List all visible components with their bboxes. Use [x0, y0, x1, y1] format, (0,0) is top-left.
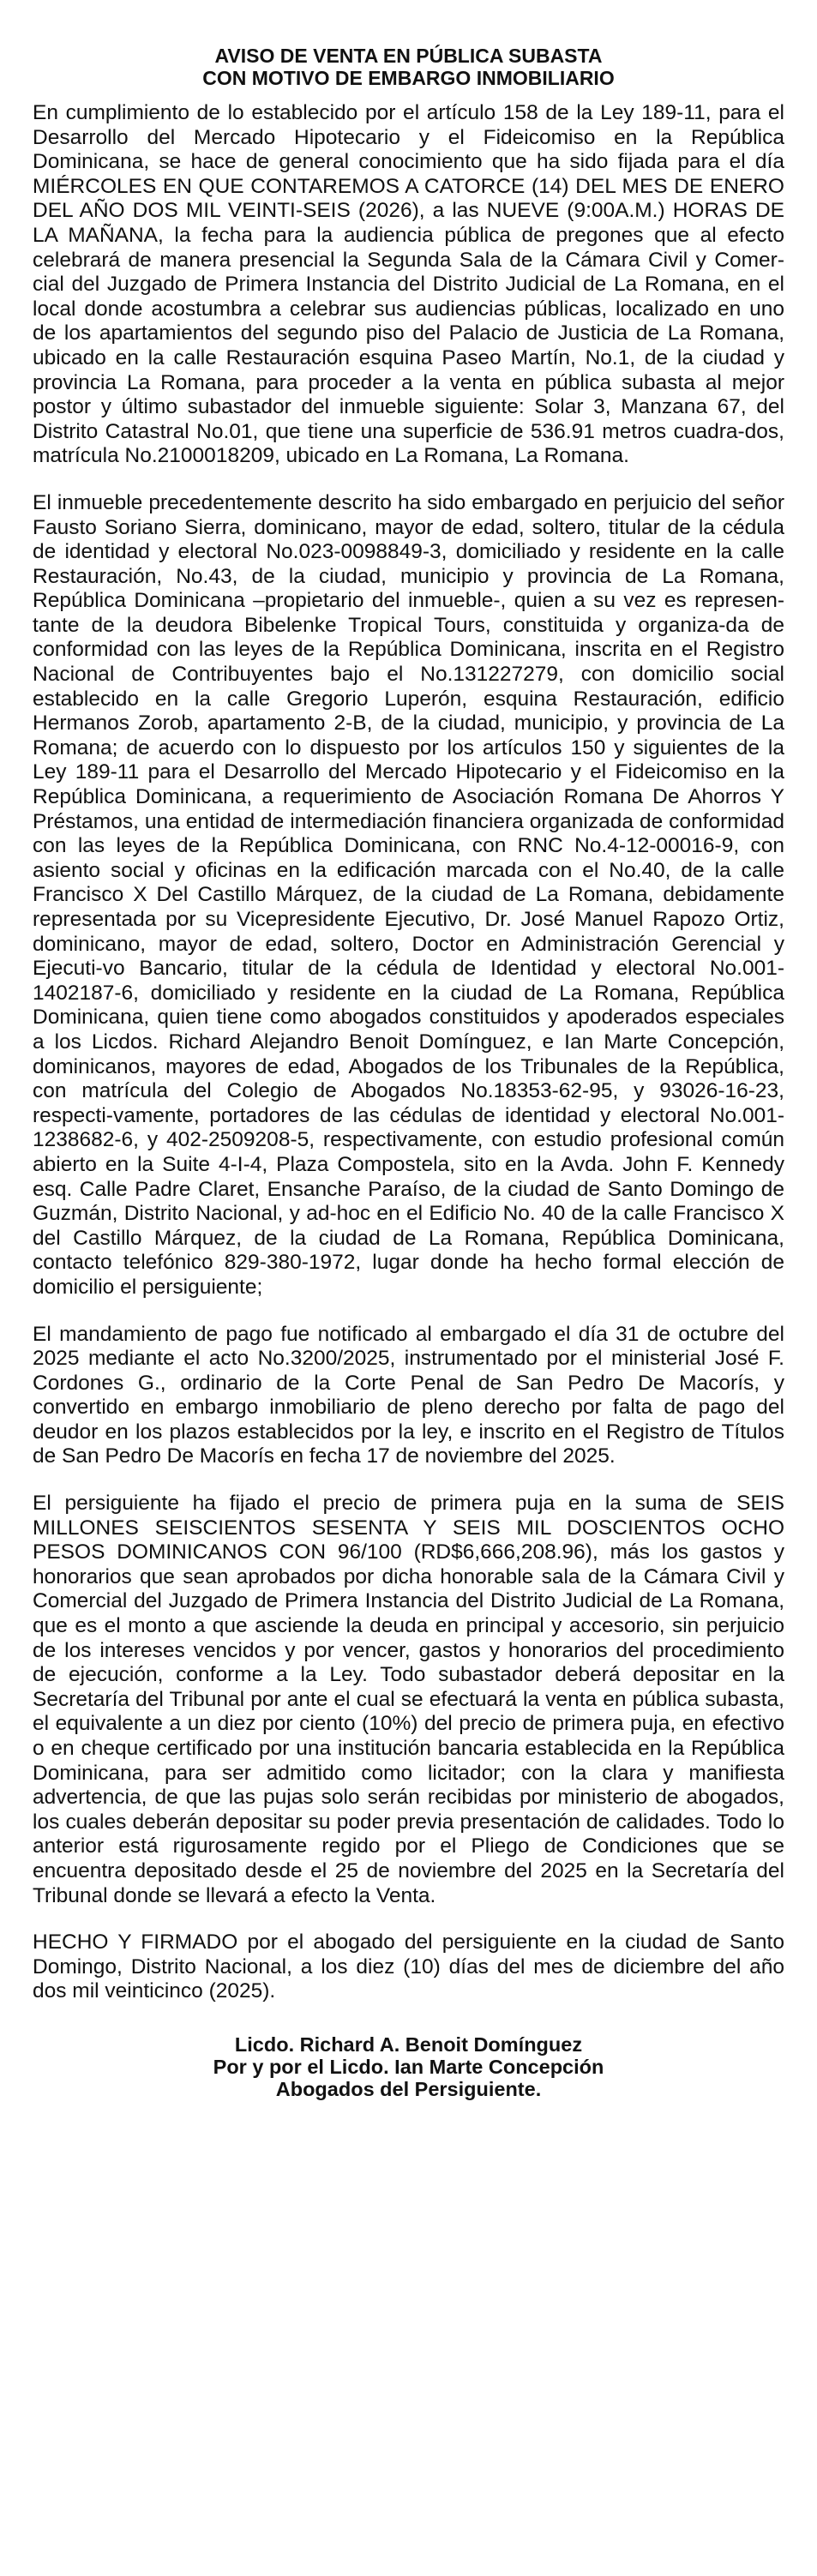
signature-line-3: Abogados del Persiguiente. [275, 2077, 542, 2100]
signature-line-1: Licdo. Richard A. Benoit Domínguez [234, 2033, 583, 2056]
notice-title [33, 45, 784, 89]
paragraph-first-bid-price: El persiguiente ha fijado el precio de primera puja en la suma de SEIS MILLONES SEISCIENTOS SESENTA Y SEIS MIL DOSCIENTOS OCHO PESOS DOMINICANOS CON 96/100 (RD$6,666,208.96), más los gastos y honorarios que sean aprobados por dicha honorable sala de la Cámara Civil y Comercial del Juzgado de Primera Instancia del Distrito Judicial de La Romana, que es el monto a que asciende la deuda en principal y accesorio, sin perjuicio de los intereses vencidos y por vencer, gastos y honorarios del procedimiento de ejecución, conforme a la Ley. Todo subastador deberá depositar en la Secretaría del Tribunal por ante el cual se efectuará la venta en pública subasta, el equivalente a un diez por ciento (10%) del precio de primera puja, en efectivo o en cheque certificado por una institución bancaria establecida en la República Dominicana, para ser admitido como licitador; con la clara y manifiesta advertencia, de que las pujas solo serán recibidas por ministerio de abogados, los cuales deberán depositar su poder previa presentación de calidades. Todo lo anterior está rigurosamente regido por el Pliego de Condiciones que se encuentra depositado desde el 25 de noviembre del 2025 en la Secretaría del Tribunal donde se llevará a efecto la Venta. [33, 1492, 784, 1907]
notice-title-line-1: AVISO DE VENTA EN PÚBLICA SUBASTA [214, 45, 603, 67]
signature-block [33, 2033, 784, 2100]
paragraph-payment-order: El mandamiento de pago fue notificado al embargado el día 31 de octubre del 2025 mediante el acto No.3200/2025, instrumentado por el ministerial José F. Cordones G., ordinario de la Corte Penal de San Pedro De Macorís, y convertido en embargo inmobiliario de pleno derecho por falta de pago del deudor en los plazos establecidos por la ley, e inscrito en el Registro de Títulos de San Pedro De Macorís en fecha 17 de noviembre del 2025. [33, 1322, 784, 1468]
paragraph-auction-date: En cumplimiento de lo establecido por el artículo 158 de la Ley 189-11, para el Desarrollo del Mercado Hipotecario y el Fideicomiso en la República Dominicana, se hace de general conocimiento que ha sido fijada para el día MIÉRCOLES EN QUE CONTAREMOS A CATORCE (14) DEL MES DE ENERO DEL AÑO DOS MIL VEINTI-SEIS (2026), a las NUEVE (9:00A.M.) HORAS DE LA MAÑANA, la fecha para la audiencia pública de pregones que al efecto celebrará de manera presencial la Segunda Sala de la Cámara Civil y Comer-cial del Juzgado de Primera Instancia del Distrito Judicial de La Romana, en el local donde acostumbra a celebrar sus audiencias públicas, localizado en uno de los apartamientos del segundo piso del Palacio de Justicia de La Romana, ubicado en la calle Restauración esquina Paseo Martín, No.1, de la ciudad y provincia La Romana, para proceder a la venta en pública subasta al mejor postor y último subastador del inmueble siguiente: Solar 3, Manzana 67, del Distrito Catastral No.01, que tiene una superficie de 536.91 metros cuadra-dos, matrícula No.2100018209, ubicado en La Romana, La Romana. [33, 101, 784, 468]
signature-line-2: Por y por el Licdo. Ian Marte Concepción [213, 2055, 604, 2078]
notice-title-line-2: CON MOTIVO DE EMBARGO INMOBILIARIO [202, 67, 615, 89]
paragraph-signed-statement: HECHO Y FIRMADO por el abogado del persiguiente en la ciudad de Santo Domingo, Distrito Nacional, a los diez (10) días del mes de diciembre del año dos mil veinticinco (2025). [33, 1930, 784, 2003]
paragraph-property-seizure: El inmueble precedentemente descrito ha sido embargado en perjuicio del señor Fausto Soriano Sierra, dominicano, mayor de edad, soltero, titular de la cédula de identidad y electoral No.023-0098849-3, domiciliado y residente en la calle Restauración, No.43, de la ciudad, municipio y provincia de La Romana, República Dominicana –propietario del inmueble-, quien a su vez es represen-tante de la deudora Bibelenke Tropical Tours, constituida y organiza-da de conformidad con las leyes de la República Dominicana, inscrita en el Registro Nacional de Contribuyentes bajo el No.131227279, con domicilio social establecido en la calle Gregorio Luperón, esquina Restauración, edificio Hermanos Zorob, apartamento 2-B, de la ciudad, municipio, y provincia de La Romana; de acuerdo con lo dispuesto por los artículos 150 y siguientes de la Ley 189-11 para el Desarrollo del Mercado Hipotecario y el Fideicomiso en la República Dominicana, a requerimiento de Asociación Romana De Ahorros Y Préstamos, una entidad de intermediación financiera organizada de conformidad con las leyes de la República Dominicana, con RNC No.4-12-00016-9, con asiento social y oficinas en la edificación marcada con el No.40, de la calle Francisco X Del Castillo Márquez, de la ciudad de La Romana, debidamente representada por su Vicepresidente Ejecutivo, Dr. José Manuel Rapozo Ortiz, dominicano, mayor de edad, soltero, Doctor en Administración Gerencial y Ejecuti-vo Bancario, titular de la cédula de Identidad y electoral No.001-1402187-6, domiciliado y residente en la ciudad de La Romana, República Dominicana, quien tiene como abogados constituidos y apoderados especiales a los Licdos. Richard Alejandro Benoit Domínguez, e Ian Marte Concepción, dominicanos, mayores de edad, Abogados de los Tribunales de la República, con matrícula del Colegio de Abogados No.18353-62-95, y 93026-16-23, respecti-vamente, portadores de las cédulas de identidad y electoral No.001-1238682-6, y 402-2509208-5, respectivamente, con estudio profesional común abierto en la Suite 4-I-4, Plaza Compostela, sito en la Avda. John F. Kennedy esq. Calle Padre Claret, Ensanche Paraíso, de la ciudad de Santo Domingo de Guzmán, Distrito Nacional, y ad-hoc en el Edificio No. 40 de la calle Francisco X del Castillo Márquez, de la ciudad de La Romana, República Dominicana, contacto telefónico 829-380-1972, lugar donde ha hecho formal elección de domicilio el persiguiente; [33, 490, 784, 1299]
